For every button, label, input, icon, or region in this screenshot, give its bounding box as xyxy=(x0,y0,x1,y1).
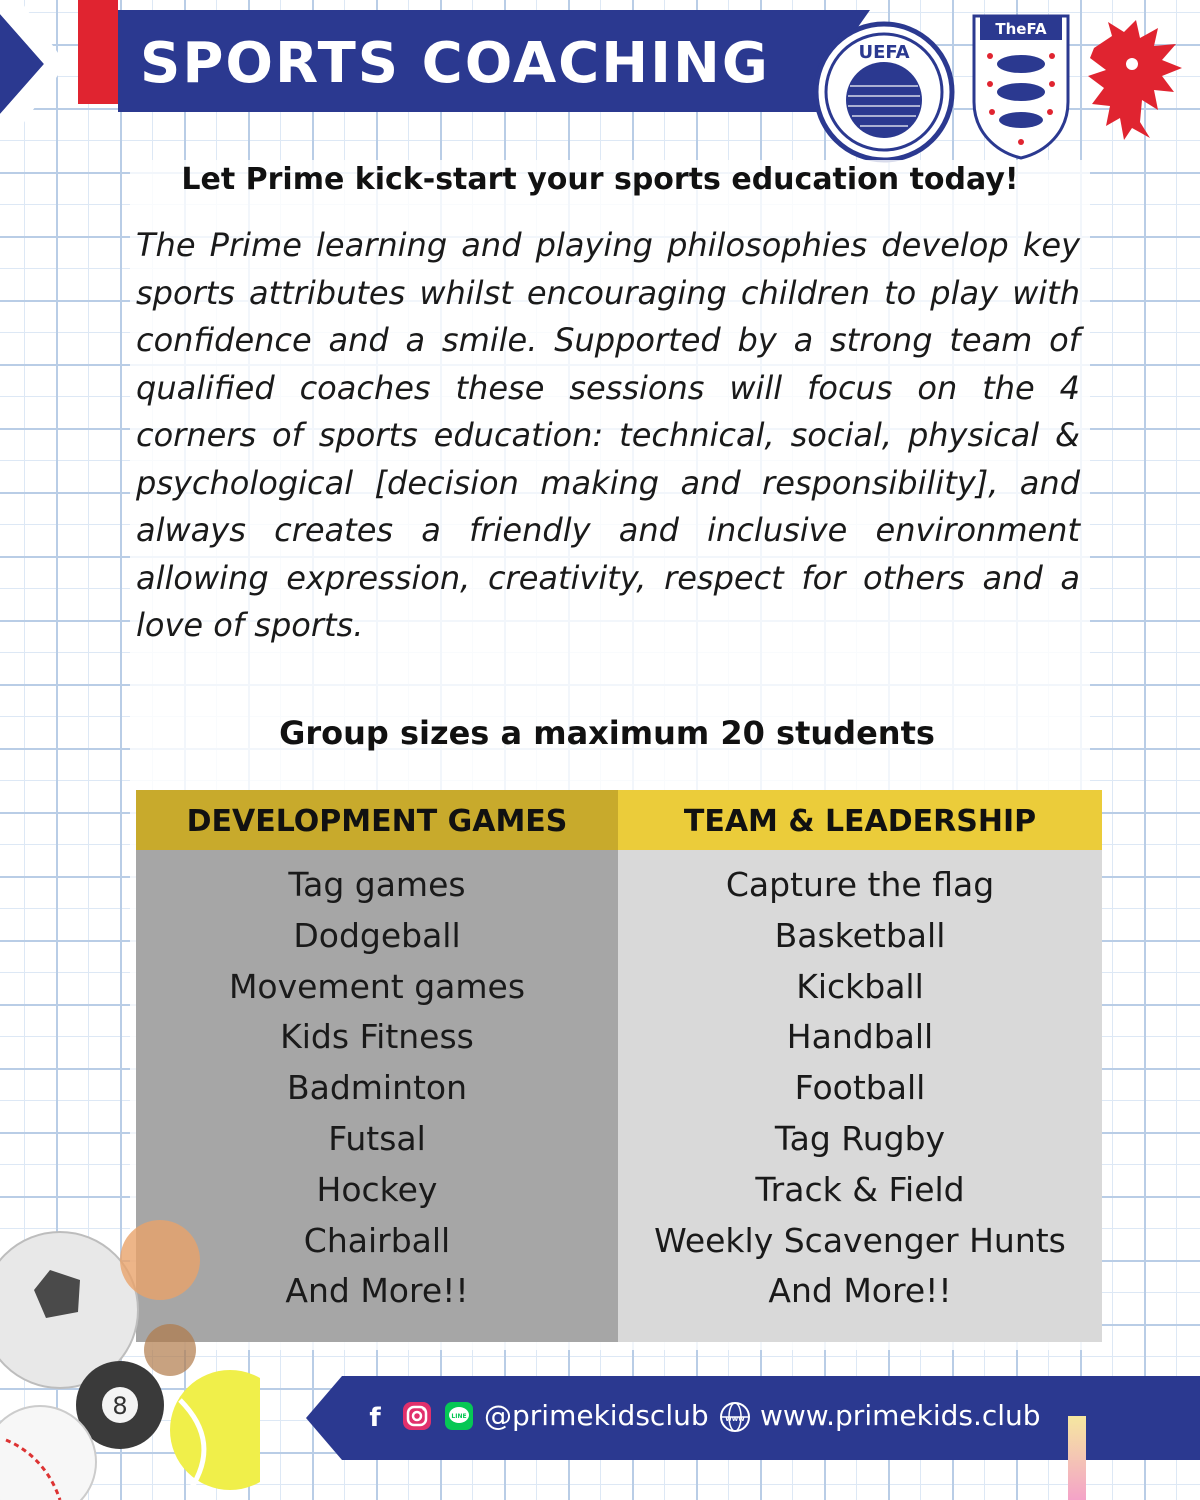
list-item: Weekly Scavenger Hunts xyxy=(654,1220,1066,1260)
svg-text:LINE: LINE xyxy=(451,1413,467,1420)
svg-text:f: f xyxy=(369,1403,381,1431)
svg-text:8: 8 xyxy=(112,1392,128,1420)
list-item: Kickball xyxy=(796,966,924,1006)
team-leadership-column xyxy=(618,790,1102,1342)
list-item: Handball xyxy=(786,1017,934,1057)
group-size-heading: Group sizes a maximum 20 students xyxy=(279,714,935,752)
website-link[interactable]: www.primekids.club xyxy=(760,1399,1041,1432)
globe-icon xyxy=(718,1400,752,1434)
list-item: Futsal xyxy=(328,1118,426,1158)
activities-table xyxy=(136,790,1102,1342)
list-item: Basketball xyxy=(774,915,946,955)
development-games-header: DEVELOPMENT GAMES xyxy=(136,790,618,850)
instagram-icon[interactable] xyxy=(400,1399,434,1433)
line-icon[interactable] xyxy=(442,1399,476,1433)
fa-logo-text: TheFA xyxy=(995,20,1047,38)
list-item: Badminton xyxy=(286,1068,468,1108)
sports-balls-illustration xyxy=(0,1200,260,1500)
uefa-logo xyxy=(812,20,956,164)
the-fa-logo xyxy=(970,12,1072,160)
list-item: Tag Rugby xyxy=(774,1118,946,1158)
list-item: Kids Fitness xyxy=(280,1017,474,1057)
team-leadership-header: TEAM & LEADERSHIP xyxy=(618,790,1102,850)
list-item: And More!! xyxy=(768,1271,952,1311)
tagline: Let Prime kick-start your sports education today! xyxy=(181,162,1019,197)
svg-text:www: www xyxy=(725,1415,745,1423)
uefa-logo-text: UEFA xyxy=(858,42,910,63)
team-leadership-list xyxy=(618,850,1102,1317)
list-item: And More!! xyxy=(285,1271,469,1311)
welsh-dragon-logo xyxy=(1084,14,1188,142)
list-item: Capture the flag xyxy=(725,865,995,904)
intro-paragraph: The Prime learning and playing philosophies develop key sports attributes whilst encouraging children to play with confidence and a smile. Supported by a strong team of qualified coaches these sessions will focus on the 4 corners of sports education: technical, social, physical & psychological [decision making and responsibility], and always creates a friendly and inclusive environment allowing expression, creativity, respect for others and a love of sports. xyxy=(136,226,1080,644)
page-title: SPORTS COACHING xyxy=(140,31,770,96)
list-item: Track & Field xyxy=(755,1169,965,1209)
list-item: Chairball xyxy=(303,1220,451,1260)
social-handle[interactable]: @primekidsclub xyxy=(484,1399,709,1432)
footer-accent-bar xyxy=(1068,1416,1086,1500)
social-icons xyxy=(358,1396,476,1436)
facebook-icon[interactable] xyxy=(358,1399,392,1433)
list-item: Movement games xyxy=(228,966,526,1006)
list-item: Tag games xyxy=(288,865,466,904)
list-item: Football xyxy=(794,1068,926,1108)
list-item: Dodgeball xyxy=(293,915,461,955)
list-item: Hockey xyxy=(316,1169,438,1209)
